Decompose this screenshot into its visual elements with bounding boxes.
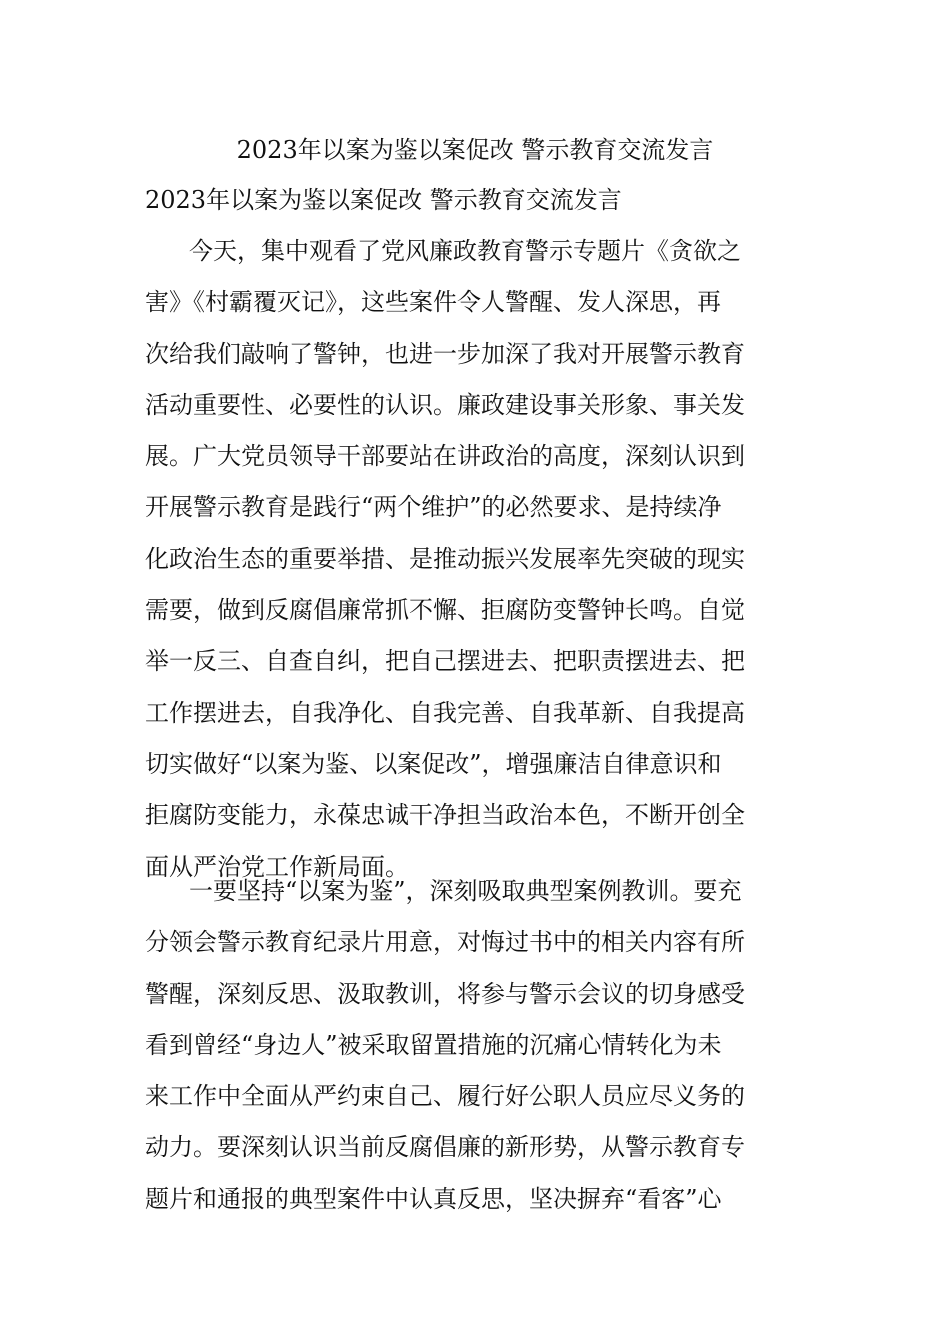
text-line: 题片和通报的典型案件中认真反思，坚决摒弃“看客”心 [145, 1184, 722, 1213]
paragraph-point-one [145, 866, 805, 1225]
text-line: 需要，做到反腐倡廉常抓不懈、拒腐防变警钟长鸣。自觉 [145, 596, 745, 625]
text-line: 拒腐防变能力，永葆忠诚干净担当政治本色，不断开创全 [145, 801, 745, 830]
text-line: 看到曾经“身边人”被采取留置措施的沉痛心情转化为未 [145, 1030, 722, 1059]
text-line: 来工作中全面从严约束自己、履行好公职人员应尽义务的 [145, 1082, 745, 1111]
text-line: 开展警示教育是践行“两个维护”的必然要求、是持续净 [145, 493, 722, 522]
document-subtitle: 2023年以案为鉴以案促改 警示教育交流发言 [145, 186, 622, 214]
text-line: 动力。要深刻认识当前反腐倡廉的新形势，从警示教育专 [145, 1133, 745, 1162]
text-line: 化政治生态的重要举措、是推动振兴发展率先突破的现实 [145, 544, 745, 573]
text-line: 活动重要性、必要性的认识。廉政建设事关形象、事关发 [145, 390, 745, 419]
text-line: 今天，集中观看了党风廉政教育警示专题片《贪欲之 [189, 237, 741, 265]
text-line: 次给我们敲响了警钟，也进一步加深了我对开展警示教育 [145, 339, 745, 368]
text-line: 工作摆进去，自我净化、自我完善、自我革新、自我提高 [145, 698, 745, 727]
text-line: 害》《村霸覆灭记》，这些案件令人警醒、发人深思，再 [145, 288, 721, 317]
document-title: 2023年以案为鉴以案促改 警示教育交流发言 [236, 136, 714, 164]
text-line: 切实做好“以案为鉴、以案促改”，增强廉洁自律意识和 [145, 749, 722, 778]
text-line: 展。广大党员领导干部要站在讲政治的高度，深刻认识到 [145, 442, 745, 471]
text-line: 面从严治党工作新局面。 [145, 852, 409, 881]
paragraph-intro [145, 226, 805, 893]
text-line: 举一反三、自查自纠，把自己摆进去、把职责摆进去、把 [145, 647, 745, 676]
text-line: 分领会警示教育纪录片用意，对悔过书中的相关内容有所 [145, 928, 745, 957]
text-line: 一要坚持“以案为鉴”，深刻吸取典型案例教训。要充 [189, 877, 742, 905]
text-line: 警醒，深刻反思、汲取教训，将参与警示会议的切身感受 [145, 979, 745, 1008]
